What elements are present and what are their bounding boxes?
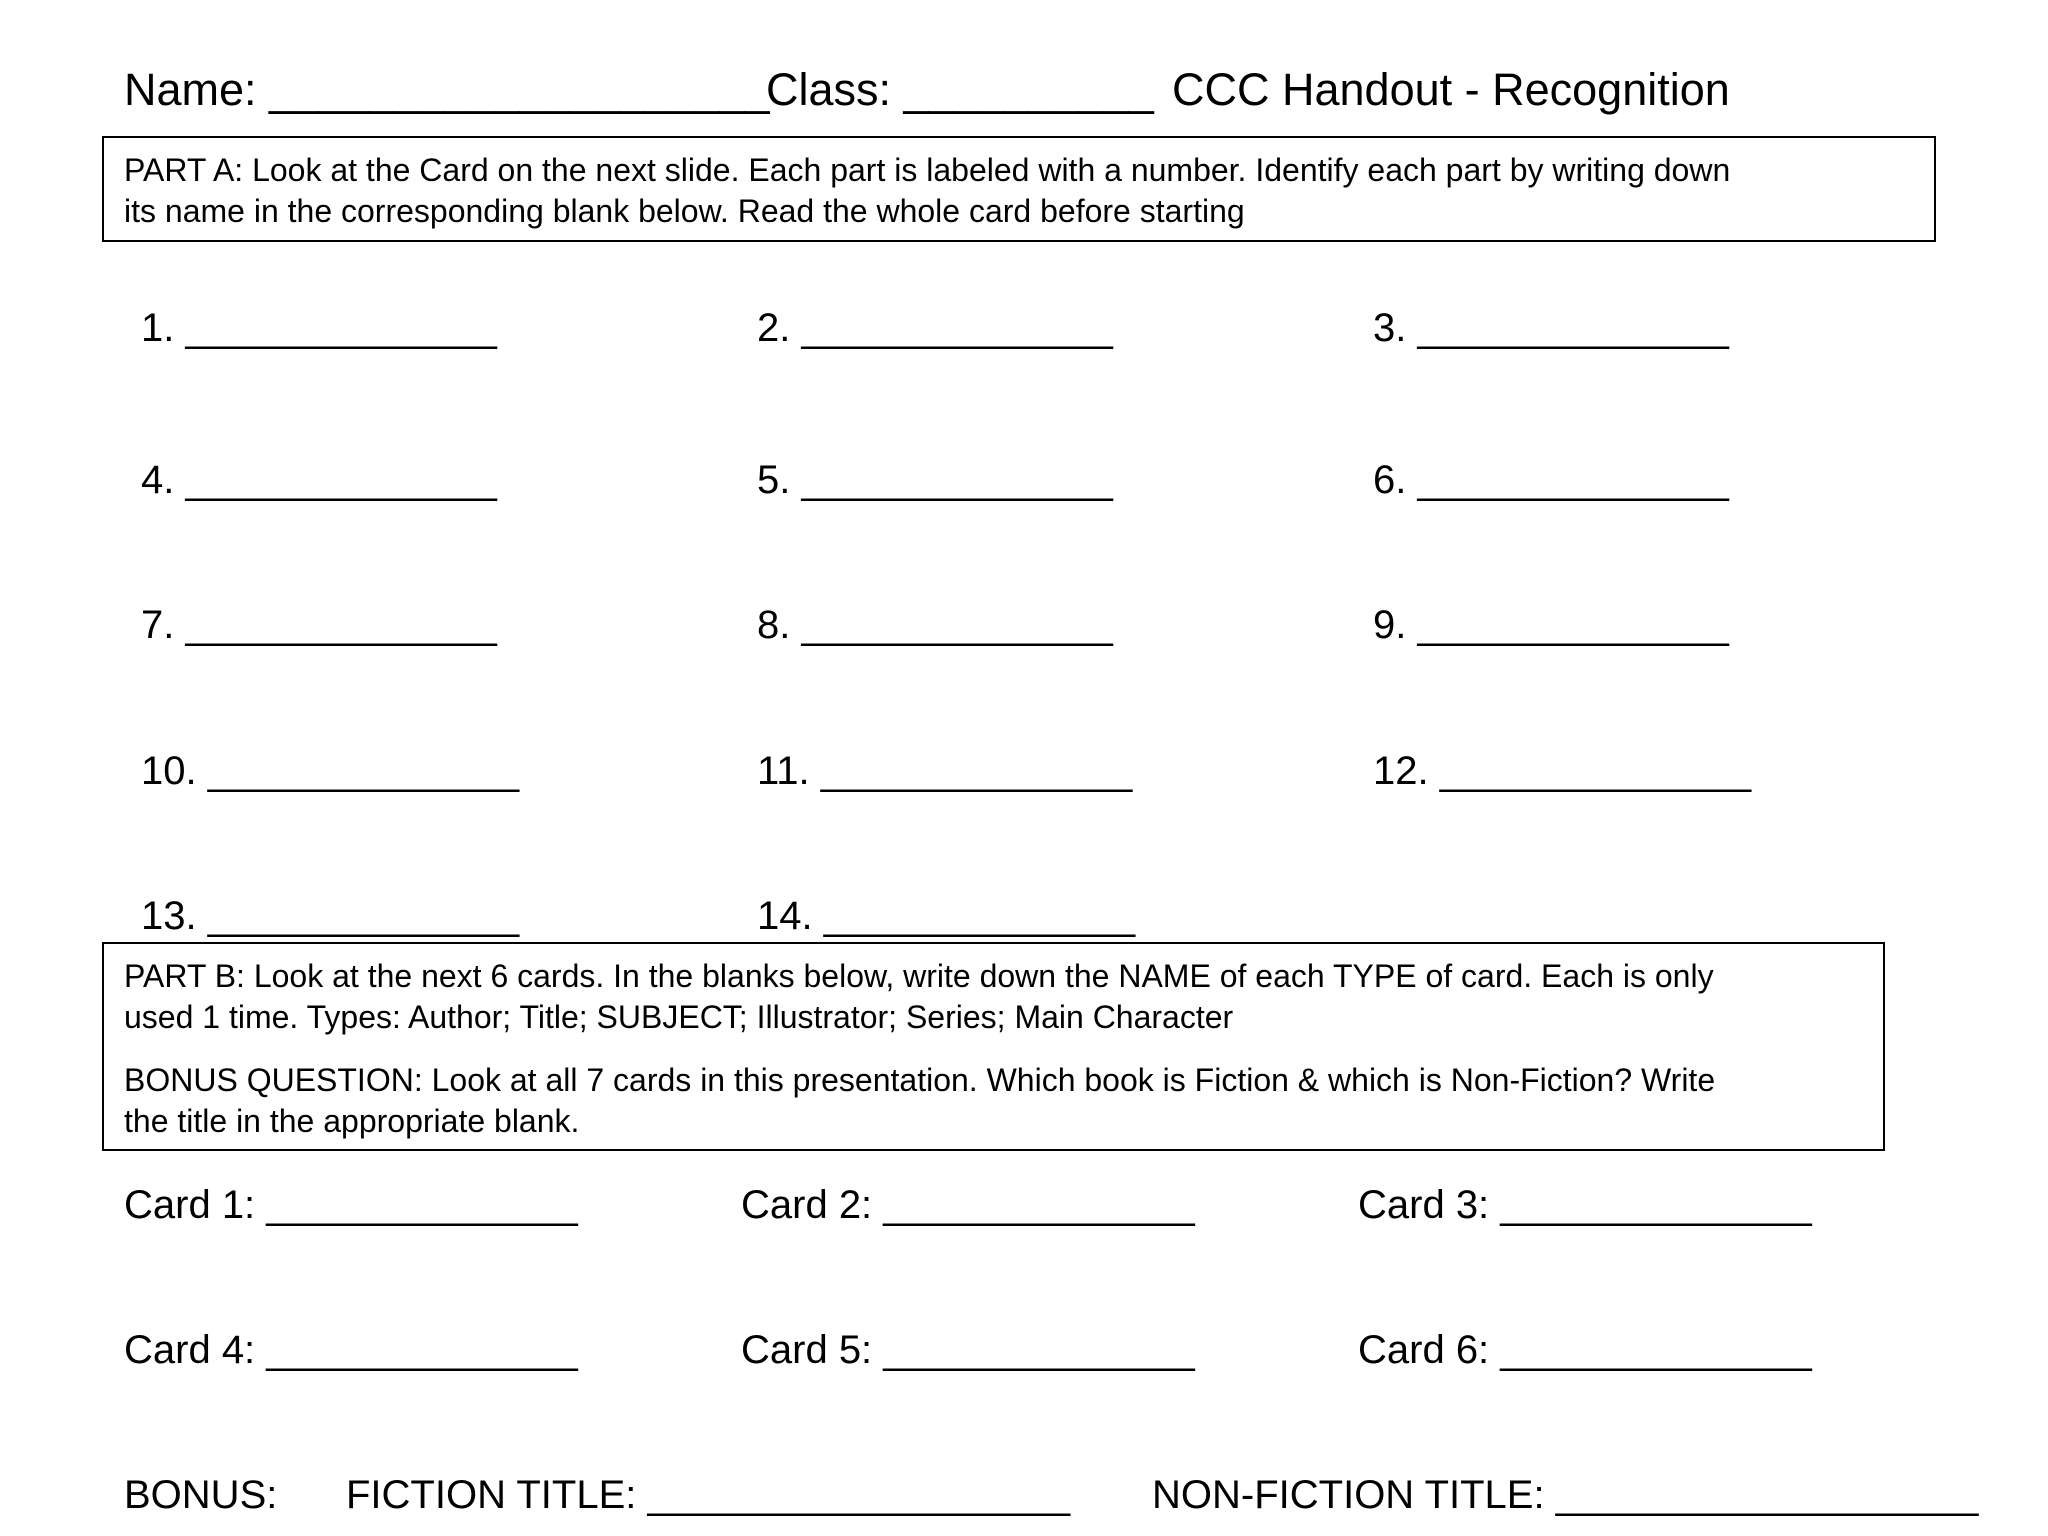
page-title: CCC Handout - Recognition [1172,64,1730,115]
card-answer-line-1: Card 1: ______________ [124,1183,578,1227]
card-answer-line-4: Card 4: ______________ [124,1328,578,1372]
part-b-line-1: PART B: Look at the next 6 cards. In the blanks below, write down the NAME of each TYPE of card. Each is only [124,958,1714,994]
bonus-question-line-1: BONUS QUESTION: Look at all 7 cards in this presentation. Which book is Fiction & which is Non-Fiction? Write [124,1062,1716,1098]
part-b-instructions-box [102,942,1885,1151]
bonus-question-line-2: the title in the appropriate blank. [124,1103,580,1139]
answer-line-3: 3. ______________ [1373,306,1729,350]
answer-line-4: 4. ______________ [141,458,497,502]
bonus-label: BONUS: [124,1473,278,1517]
part-a-line-1: PART A: Look at the Card on the next slide. Each part is labeled with a number. Identify each part by writing down [124,152,1731,188]
answer-line-11: 11. ______________ [757,749,1133,793]
answer-line-13: 13. ______________ [141,894,520,938]
card-answer-line-2: Card 2: ______________ [741,1183,1195,1227]
answer-line-12: 12. ______________ [1373,749,1752,793]
fiction-title-line: FICTION TITLE: ___________________ [346,1473,1071,1517]
answer-line-2: 2. ______________ [757,306,1113,350]
card-answer-line-5: Card 5: ______________ [741,1328,1195,1372]
part-a-line-2: its name in the corresponding blank below. Read the whole card before starting [124,193,1245,229]
name-field-label: Name: ____________________ [124,64,770,115]
answer-line-14: 14. ______________ [757,894,1136,938]
part-b-line-2: used 1 time. Types: Author; Title; SUBJECT; Illustrator; Series; Main Character [124,999,1234,1035]
card-answer-line-6: Card 6: ______________ [1358,1328,1812,1372]
answer-line-1: 1. ______________ [141,306,497,350]
answer-line-8: 8. ______________ [757,603,1113,647]
answer-line-9: 9. ______________ [1373,603,1729,647]
answer-line-5: 5. ______________ [757,458,1113,502]
answer-line-10: 10. ______________ [141,749,520,793]
nonfiction-title-line: NON-FICTION TITLE: ___________________ [1152,1473,1979,1517]
part-a-instructions-box [102,136,1936,242]
card-answer-line-3: Card 3: ______________ [1358,1183,1812,1227]
answer-line-6: 6. ______________ [1373,458,1729,502]
answer-line-7: 7. ______________ [141,603,497,647]
class-field-label: Class: __________ [766,64,1154,115]
